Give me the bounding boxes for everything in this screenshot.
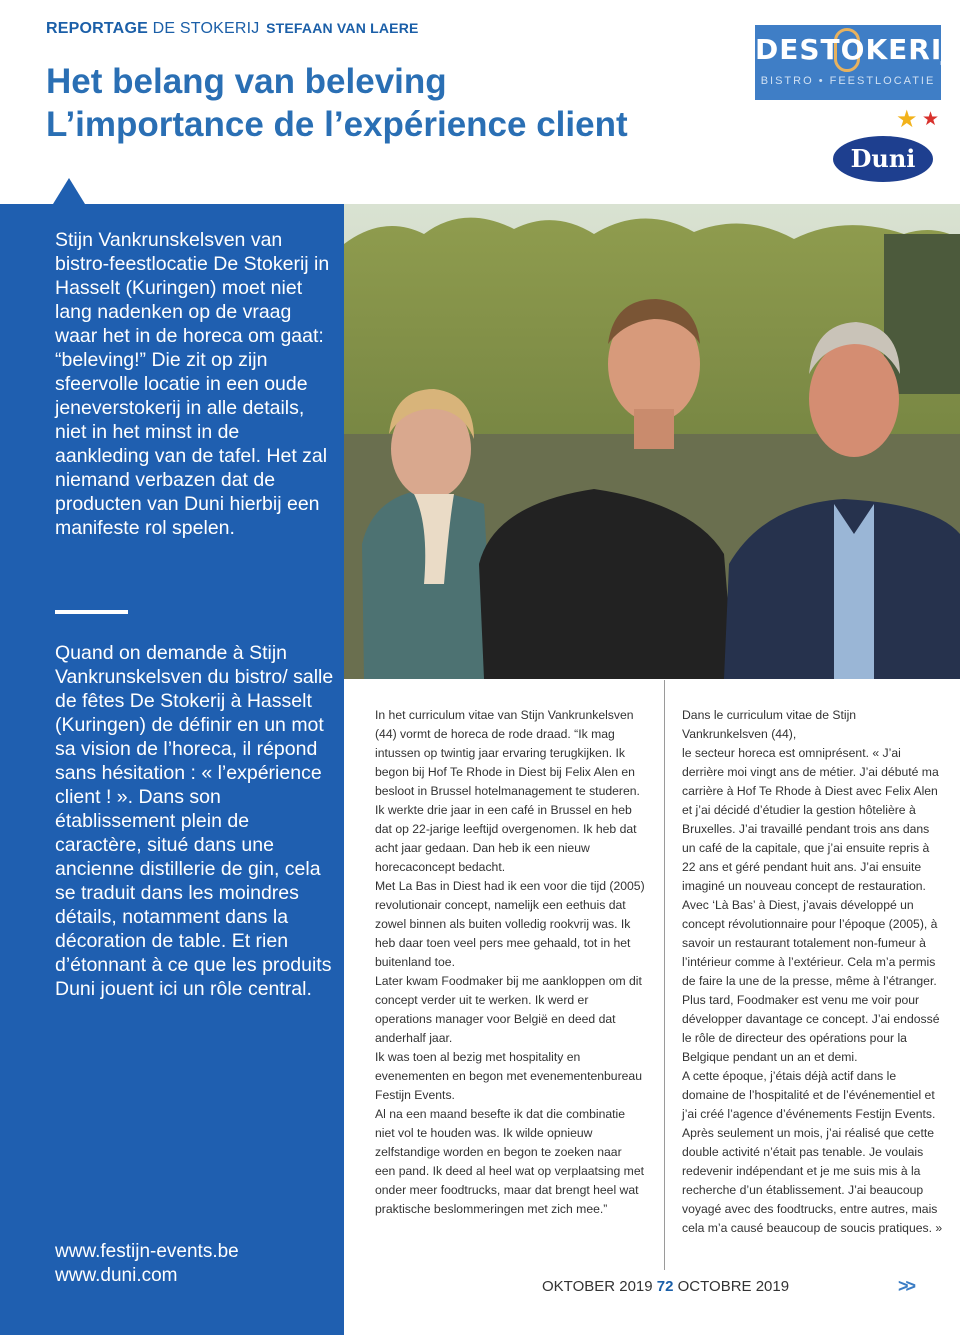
body-column-fr: [682, 706, 944, 1238]
page-number: 72: [656, 1278, 674, 1295]
body-paragraph-fr: Plus tard, Foodmaker est venu me voir pour développer davantage ce concept. J’ai endossé le rôle de directeur des opérations pour la Belgique pendant un an et demi.: [682, 993, 940, 1064]
duni-logo-name: Duni: [850, 144, 916, 173]
body-paragraph-fr: A cette époque, j’étais déjà actif dans le domaine de l’hospitalité et de l’événementiel et j’ai créé l’agence d’événements Festijn Events.: [682, 1069, 936, 1121]
stokerij-logo-name: DESTOKERIJ: [755, 33, 954, 66]
kicker-author: STEFAAN VAN LAERE: [266, 20, 419, 36]
next-page-arrow-icon[interactable]: >>: [898, 1276, 914, 1296]
kicker-section: REPORTAGE: [46, 20, 148, 37]
kicker-venue: DE STOKERIJ: [147, 20, 265, 37]
sidebar-divider: [55, 610, 128, 614]
body-paragraph-fr: le secteur horeca est omniprésent. « J’ai derrière moi vingt ans de métier. J’ai débuté ma carrière à Hof Te Rhode à Diest avec Felix Alen et j’ai décidé d’étudier la gestion hôtelière à Bruxelles. J’ai travaillé pendant trois ans dans un café de la capitale, que j’ai ensuite repris à 22 ans et géré pendant huit ans. J’ai ensuite imaginé un nouveau concept de restauration.: [682, 746, 939, 893]
column-divider: [664, 680, 665, 1270]
body-paragraph-nl: Ik was toen al bezig met hospitality en evenementen en begon met evenementenbureau Festijn Events.: [375, 1050, 642, 1102]
body-paragraph-fr: Dans le curriculum vitae de Stijn Vankrunkelsven (44),: [682, 708, 857, 741]
intro-text-nl: Stijn Vankrunskelsven van bistro-feestlocatie De Stokerij in Hasselt (Kuringen) moet niet lang nadenken op de vraag waar het in de horeca om gaat: “beleving!” Die zit op zijn sfeervolle locatie in een oude jeneverstokerij in alle details, niet in het minst in de aankleding van de tafel. Het zal niemand verbazen dat de producten van Duni hierbij een manifeste rol spelen.: [55, 229, 330, 539]
body-paragraph-fr: Après seulement un mois, j’ai réalisé que cette double activité n’était pas tenable. Je voulais redevenir indépendant et je me suis mis à la recherche d’un établissement. J’ai beaucoup voyagé avec des foodtrucks, entre autres, mais cela m’a causé beaucoup de soucis pratiques. »: [682, 1126, 943, 1235]
page-folio: [542, 1278, 789, 1295]
title-nl: Het belang van beleving: [46, 62, 447, 101]
intro-text-fr: Quand on demande à Stijn Vankrunskelsven du bistro/ salle de fêtes De Stokerij à Hasselt (Kuringen) de définir en un mot sa vision de l’horeca, il répond sans hésitation : « l’expérience client ! ». Dans son établissement plein de caractère, situé dans une ancienne distillerie de gin, cela se traduit dans les moindres détails, notamment dans la décoration de table. Et rien d’étonnant à ce que les produits Duni jouent ici un rôle central.: [55, 642, 334, 1000]
article-kicker: [46, 20, 419, 38]
body-column-nl: [375, 706, 645, 1219]
sidebar-links: [55, 1240, 239, 1288]
photo-three-people-illustration: [344, 204, 960, 679]
folio-month-nl: OKTOBER 2019: [542, 1278, 657, 1295]
stokerij-logo-tagline: BISTRO • FEESTLOCATIE: [760, 75, 936, 87]
article-photo: [344, 204, 960, 679]
body-paragraph-nl: Al na een maand besefte ik dat die combinatie niet vol te houden was. Ik wilde opnieuw zelfstandige worden en begon te zoeken naar een pand. Ik deed al heel wat op verplaatsing met onder meer foodtrucks, maar dat brengt heel wat praktische beslommeringen met zich mee.”: [375, 1107, 644, 1216]
de-stokerij-logo: [755, 25, 954, 100]
red-star-icon: ★: [922, 109, 940, 130]
title-fr: L’importance de l’expérience client: [46, 105, 628, 144]
article-title: [46, 60, 628, 146]
sidebar-notch: [53, 178, 85, 204]
body-paragraph-nl: Later kwam Foodmaker bij me aankloppen om dit concept verder uit te werken. Ik werd er operations manager voor België en deed dat anderhalf jaar.: [375, 974, 642, 1045]
body-paragraph-nl: Met La Bas in Diest had ik een voor die tijd (2005) revolutionair concept, namelijk een eethuis dat zowel binnen als buiten volledig rookvrij was. Ik heb daar toen veel pers mee gehaald, tot in het buitenland toe.: [375, 879, 645, 969]
festijn-events-link[interactable]: www.festijn-events.be: [55, 1241, 239, 1262]
folio-month-fr: OCTOBRE 2019: [673, 1278, 790, 1295]
duni-logo: [828, 108, 944, 183]
body-paragraph-nl: In het curriculum vitae van Stijn Vankrunkelsven (44) vormt de horeca de rode draad. “Ik mag intussen op twintig jaar ervaring terugkijken. Ik begon bij Hof Te Rhode in Diest bij Felix Alen en besloot in Brussel hotelmanagement te studeren. Ik werkte drie jaar in een café in Brussel en heb dat op 22-jarige leeftijd overgenomen. Ik heb dat acht jaar gedaan. Dan heb ik een nieuw horecaconcept bedacht.: [375, 708, 640, 874]
yellow-star-icon: ★: [896, 106, 918, 133]
duni-link[interactable]: www.duni.com: [55, 1265, 178, 1286]
body-paragraph-fr: Avec ‘Là Bas’ à Diest, j’avais développé un concept révolutionnaire pour l’époque (2005), à savoir un restaurant totalement non-fumeur à l’intérieur comme à l’extérieur. Cela m’a permis de faire la une de la presse, même à l’étranger.: [682, 898, 938, 988]
